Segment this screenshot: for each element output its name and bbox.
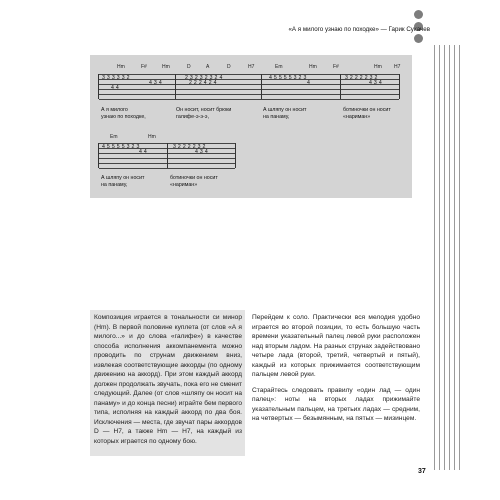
tab-notes: 4 3 4 [149, 80, 163, 86]
dot-icon [414, 34, 423, 43]
decorative-vertical-lines [434, 45, 466, 470]
chord-label: F# [333, 64, 339, 70]
tab-notes: 3 2 2 2 2 3 2 [345, 75, 378, 81]
lyric-line: ботиночки он носит «нариман» [343, 107, 391, 120]
tablature-panel [90, 55, 412, 198]
lyric-line: А я милого узнаю по походке, [101, 107, 146, 120]
chord-label: F# [141, 64, 147, 70]
tab-notes: 4 4 [139, 149, 148, 155]
page-number: 37 [418, 468, 426, 475]
tab-notes: 4 5 5 5 5 3 2 3 [102, 144, 140, 150]
tab-notes: 2 2 2 4 2 4 [189, 80, 217, 86]
chord-label: Hm [162, 64, 170, 70]
lyric-line: ботиночки он носит «нариман» [170, 175, 218, 188]
chord-row-2 [90, 134, 412, 142]
chord-label: Em [110, 134, 118, 140]
tab-staff-1 [98, 74, 400, 99]
chord-label: Hm [117, 64, 125, 70]
tab-notes: 2 3 2 3 2 3 2 4 [185, 75, 223, 81]
paragraph: Перейдем к соло. Практически вся мелодия удобно играется во второй позиции, то есть большую часть времени указательный палец левой руки расположен над вторым ладом. На разных струнах задействовано четыре лада (второй, третий, четвертый и пятый), каждый из которых прижимается соответствующим пальцем левой руки. [252, 314, 420, 378]
chord-label: D [187, 64, 191, 70]
body-column-left [90, 310, 245, 456]
tab-notes: 4 5 5 5 5 3 2 3 [269, 75, 307, 81]
chord-label: A [206, 64, 210, 70]
running-header: «А я милого узнаю по походке» — Гарик Сукачев [288, 26, 430, 33]
chord-label: Hm [148, 134, 156, 140]
chord-label: H7 [394, 64, 401, 70]
lyric-line: А шляпу он носит на панаму, [263, 107, 307, 120]
chord-label: D [227, 64, 231, 70]
tab-notes: 4 3 4 [195, 149, 209, 155]
chord-label: Hm [374, 64, 382, 70]
tab-notes: 4 3 4 [369, 80, 383, 86]
tab-staff-2 [98, 143, 236, 168]
paragraph: Композиция играется в тональности си минор (Hm). В первой половине куплета (от слов «А я милого...» и до слова «галифе») в качестве способа исполнения аккомпанемента можно проводить по струнам движением вниз, извлекая соответствующие аккорды (по одному движению на аккорд). При этом каждый аккорд должен продолжать звучать, пока его не сменит следующий. Далее (от слов «шляпу он носит на панаму» и до конца песни) играйте бем первого типа, исполняя на каждый аккорд по два боя. Исключения — места, где звучат пары аккордов D — H7, а также Hm — H7, на каждый из которых играется по одному бою. [94, 314, 242, 445]
lyric-line: Он носит, носит брюки галифе-э-э-э, [176, 107, 232, 120]
paragraph: Старайтесь следовать правилу «один лад — один палец»: ноты на вторых ладах прижимайте указательным пальцем, на третьих ладах — средним, на четвертых — безымянным, на пятых — мизинцем. [252, 386, 420, 422]
lyric-line: А шляпу он носит на панаму, [101, 175, 145, 188]
tab-notes: 4 [307, 80, 311, 86]
tab-notes: 4 4 [111, 85, 120, 91]
tab-notes: 3 3 3 3 3 2 [102, 75, 130, 81]
dot-icon [414, 10, 423, 19]
body-column-right [252, 313, 420, 430]
chord-label: Em [275, 64, 283, 70]
tab-notes: 3 2 2 2 2 3 2 [173, 144, 206, 150]
chord-label: Hm [309, 64, 317, 70]
chord-label: H7 [248, 64, 255, 70]
chord-row-1 [90, 64, 412, 72]
